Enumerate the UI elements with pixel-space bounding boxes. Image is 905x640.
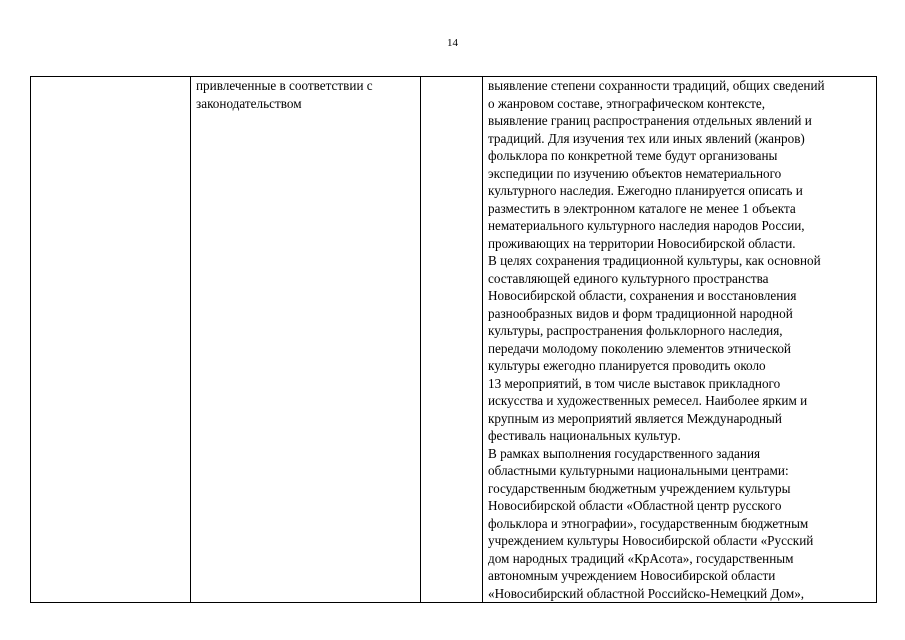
text-line: культуры ежегодно планируется проводить около <box>488 358 766 373</box>
text-line: Новосибирской области, сохранения и восстановления <box>488 288 797 303</box>
text-line: В целях сохранения традиционной культуры, как основной <box>488 253 821 268</box>
text-line: о жанровом составе, этнографическом контексте, <box>488 95 765 111</box>
text-line: культурного наследия. Ежегодно планируется описать и <box>488 183 803 198</box>
text-line: «Новосибирский областной Российско-Немецкий Дом», <box>488 585 805 601</box>
text-line: фольклора по конкретной теме будут организованы <box>488 148 778 163</box>
text-line: разнообразных видов и форм традиционной народной <box>488 305 793 321</box>
text-line: выявление степени сохранности традиций, общих сведений <box>488 78 825 93</box>
text-line: областными культурными национальными центрами: <box>488 463 789 478</box>
text-line: государственным бюджетным учреждением культуры <box>488 480 791 496</box>
table-cell-sources <box>191 77 421 603</box>
text-line: учреждением культуры Новосибирской области «Русский <box>488 533 814 548</box>
text-line: автономным учреждением Новосибирской области <box>488 568 776 583</box>
text-line: культуры, распространения фольклорного наследия, <box>488 323 783 338</box>
text-line: искусства и художественных ремесел. Наиболее ярким и <box>488 393 808 408</box>
text-line: выявление границ распространения отдельных явлений и <box>488 113 812 128</box>
document-table <box>30 76 877 603</box>
text-line: нематериального культурного наследия народов России, <box>488 218 805 233</box>
text-line: фестиваль национальных культур. <box>488 428 681 443</box>
text-line: дом народных традиций «КрАсота», государственным <box>488 550 794 566</box>
text-line: крупным из мероприятий является Международный <box>488 410 782 426</box>
text-line: разместить в электронном каталоге не менее 1 объекта <box>488 200 796 216</box>
text-line: проживающих на территории Новосибирской области. <box>488 235 796 251</box>
text-line: составляющей единого культурного пространства <box>488 270 769 286</box>
text-line: передачи молодому поколению элементов этнической <box>488 340 791 356</box>
text-line: привлеченные в соответствии с <box>196 78 373 93</box>
text-line: экспедиции по изучению объектов нематериального <box>488 165 782 181</box>
page-number: 14 <box>447 37 458 49</box>
text-line: фольклора и этнографии», государственным бюджетным <box>488 515 809 531</box>
text-line: традиций. Для изучения тех или иных явлений (жанров) <box>488 130 805 146</box>
text-line: Новосибирской области «Областной центр русского <box>488 498 782 513</box>
table-cell-empty-1 <box>31 77 191 603</box>
table-cell-empty-3 <box>421 77 483 603</box>
table-cell-description <box>483 77 877 603</box>
table-row <box>31 77 877 603</box>
text-line: В рамках выполнения государственного задания <box>488 445 761 461</box>
text-line: законодательством <box>196 95 302 111</box>
text-line: 13 мероприятий, в том числе выставок прикладного <box>488 375 781 391</box>
